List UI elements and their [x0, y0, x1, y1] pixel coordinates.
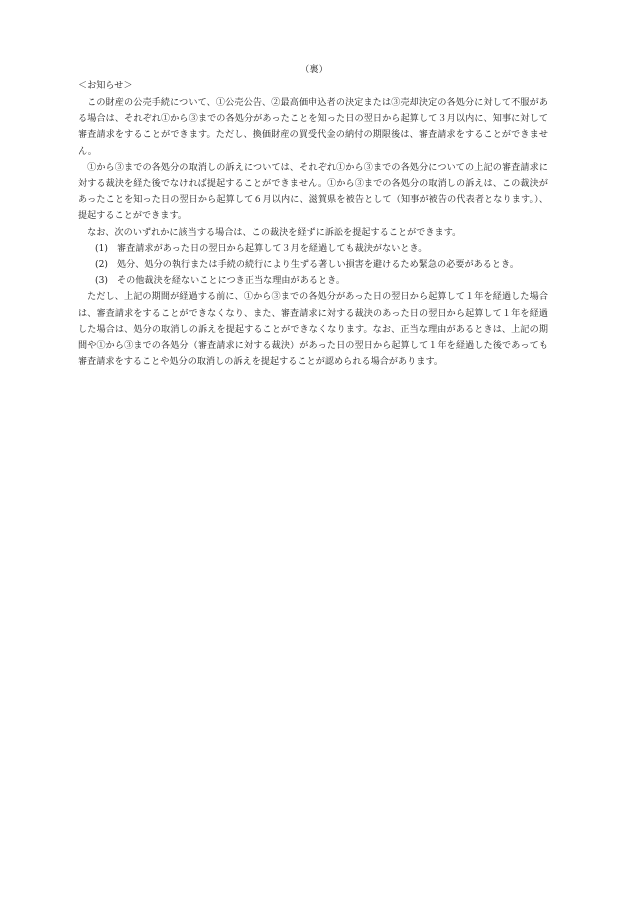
list-item-number: (3) — [95, 276, 109, 287]
paragraph-appeal: この財産の公売手続について、①公売公告、②最高価申込者の決定または③売却決定の各処分に対して不服がある場合は、それぞれ①から③までの各処分があったことを知った日の翌日から起算して３月以内に、知事に対して審査請求をすることができます。ただし、換価財産の買受代金の納付の期限後は、審査請求をすることができません。 — [78, 98, 548, 157]
list-item-text: 処分、処分の執行または手続の続行により生ずる著しい損害を避けるため緊急の必要があるとき。 — [117, 260, 519, 271]
list-item-number: (1) — [95, 243, 109, 254]
page-side-label: （裏） — [300, 65, 328, 75]
notice-heading: ＜お知らせ＞ — [78, 81, 133, 91]
list-item-text: その他裁決を経ないことにつき正当な理由があるとき。 — [117, 276, 346, 287]
exceptions-list — [78, 241, 548, 290]
paragraph-time-limits: ただし、上記の期間が経過する前に、①から③までの各処分があった日の翌日から起算して１年を経過した場合は、審査請求をすることができなくなり、また、審査請求に対する裁決のあった日の翌日から起算して１年を経過した場合は、処分の取消しの訴えを提起することができなくなります。なお、正当な理由があるときは、上記の期間や①から③までの各処分（審査請求に対する裁決）があった日の翌日から起算して１年を経過した後であっても審査請求をすることや処分の取消しの訴えを提起することが認められる場合があります。 — [78, 292, 548, 368]
list-item — [78, 241, 548, 257]
paragraph-exceptions-intro: なお、次のいずれかに該当する場合は、この裁決を経ずに訴訟を提起することができます。 — [87, 227, 462, 238]
list-item-number: (2) — [95, 260, 109, 271]
list-item-text: 審査請求があった日の翌日から起算して３月を経過しても裁決がないとき。 — [117, 243, 428, 254]
list-item — [78, 273, 548, 289]
document-page — [78, 62, 548, 370]
list-item — [78, 257, 548, 273]
paragraph-lawsuit: ①から③までの各処分の取消しの訴えについては、それぞれ①から③までの各処分についての上記の審査請求に対する裁決を経た後でなければ提起することができません。①から③までの各処分の取消しの訴えは、この裁決があったことを知った日の翌日から起算して６月以内に、滋賀県を被告として（知事が被告の代表者となります。）、提起することができます。 — [78, 162, 548, 222]
